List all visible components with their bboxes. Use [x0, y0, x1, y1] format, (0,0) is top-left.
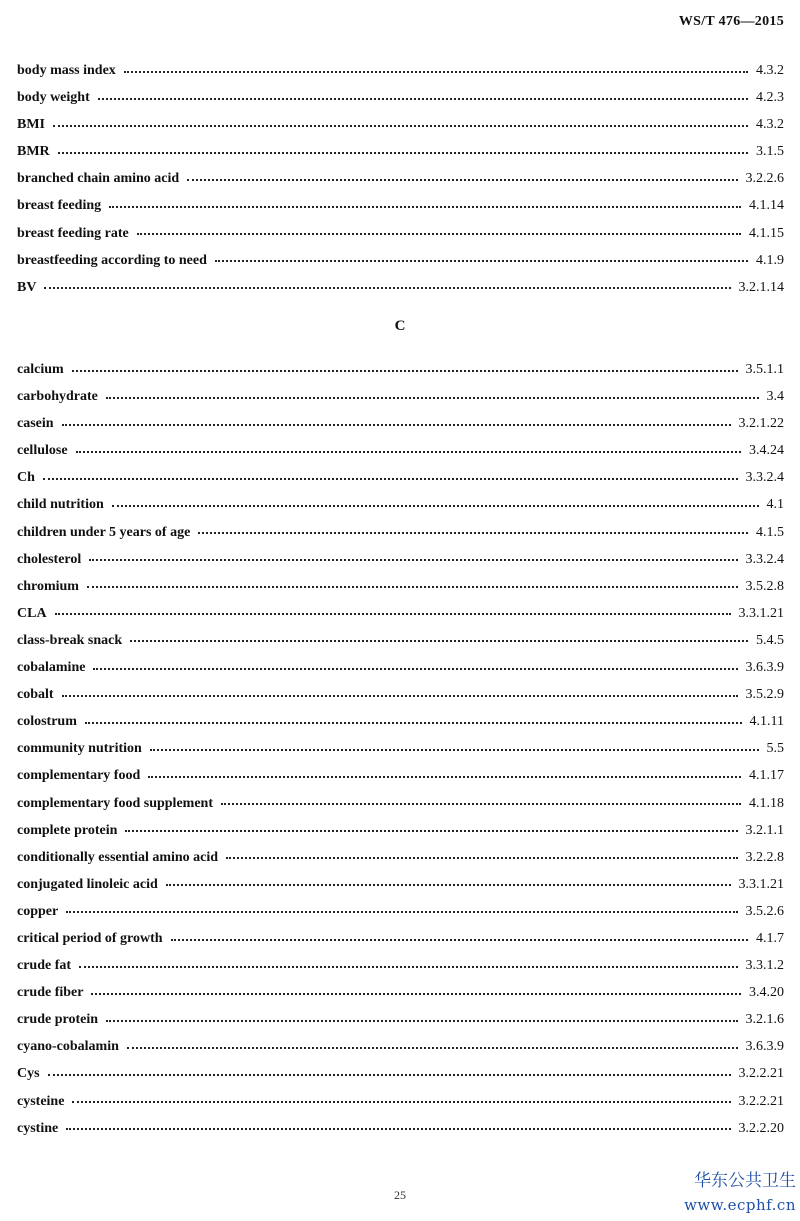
index-term: cobalt — [17, 687, 54, 703]
dot-leader — [89, 559, 737, 561]
index-entry — [17, 681, 784, 708]
clause-reference: 3.5.2.6 — [745, 903, 784, 919]
watermark-url[interactable]: www.ecphf.cn — [684, 1196, 796, 1214]
index-term: casein — [17, 416, 54, 432]
dot-leader — [53, 125, 748, 127]
index-entry — [17, 247, 784, 274]
clause-reference: 3.2.1.22 — [738, 416, 784, 432]
index-section-c — [17, 356, 784, 1142]
index-entry — [17, 898, 784, 925]
dot-leader — [125, 830, 737, 832]
clause-reference: 3.6.3.9 — [745, 660, 784, 676]
clause-reference: 3.4.24 — [749, 443, 784, 459]
index-entry — [17, 383, 784, 410]
dot-leader — [124, 71, 748, 73]
index-term: breast feeding rate — [17, 225, 129, 241]
clause-reference: 3.3.2.4 — [745, 470, 784, 486]
index-entry — [17, 192, 784, 219]
index-term: body mass index — [17, 63, 116, 78]
dot-leader — [93, 668, 737, 670]
index-entry — [17, 735, 784, 762]
clause-reference: 3.6.3.9 — [745, 1039, 784, 1055]
clause-reference: 4.1.9 — [756, 252, 784, 268]
index-term: crude fat — [17, 958, 72, 974]
clause-reference: 4.1.14 — [749, 198, 784, 214]
clause-reference: 4.1.7 — [756, 930, 784, 946]
index-term: cellulose — [17, 443, 68, 459]
index-term: branched chain amino acid — [17, 171, 180, 187]
index-term: critical period of growth — [17, 930, 163, 946]
index-entry — [17, 356, 784, 383]
dot-leader — [48, 1074, 731, 1076]
dot-leader — [198, 532, 748, 534]
clause-reference: 3.3.2.4 — [745, 551, 784, 567]
clause-reference: 3.2.2.6 — [745, 171, 784, 187]
clause-reference: 3.5.1.1 — [745, 362, 784, 377]
clause-reference: 4.2.3 — [756, 90, 784, 106]
index-term: children under 5 years of age — [17, 524, 191, 540]
index-entry — [17, 165, 784, 192]
clause-reference: 3.2.2.21 — [738, 1093, 784, 1109]
dot-leader — [215, 260, 748, 262]
index-term: carbohydrate — [17, 389, 98, 405]
clause-reference: 3.2.1.6 — [745, 1012, 784, 1028]
index-entry — [17, 979, 784, 1006]
index-entry — [17, 464, 784, 491]
index-entry — [17, 84, 784, 111]
index-entry — [17, 762, 784, 789]
clause-reference: 3.2.2.8 — [745, 849, 784, 865]
dot-leader — [221, 803, 741, 805]
clause-reference: 3.5.2.9 — [745, 687, 784, 703]
dot-leader — [226, 857, 737, 859]
index-entry — [17, 952, 784, 979]
dot-leader — [85, 722, 742, 724]
index-entry — [17, 790, 784, 817]
page-number: 25 — [394, 1188, 406, 1202]
dot-leader — [55, 613, 731, 615]
dot-leader — [130, 640, 748, 642]
clause-reference: 4.1.18 — [749, 795, 784, 811]
index-entry — [17, 573, 784, 600]
index-term: community nutrition — [17, 741, 142, 757]
dot-leader — [44, 287, 730, 289]
clause-reference: 3.3.1.21 — [738, 605, 784, 621]
index-term: CLA — [17, 605, 47, 621]
dot-leader — [79, 966, 737, 968]
clause-reference: 3.4 — [766, 389, 784, 405]
dot-leader — [148, 776, 741, 778]
index-entry — [17, 1033, 784, 1060]
index-entry — [17, 925, 784, 952]
index-entry — [17, 1088, 784, 1115]
clause-reference: 4.1 — [766, 497, 784, 513]
dot-leader — [87, 586, 738, 588]
index-entry — [17, 708, 784, 735]
watermark-title: 华东公共卫生 — [694, 1171, 796, 1191]
index-entry — [17, 491, 784, 518]
dot-leader — [76, 451, 741, 453]
dot-leader — [91, 993, 741, 995]
dot-leader — [137, 233, 741, 235]
index-term: calcium — [17, 362, 64, 377]
watermark — [684, 1169, 796, 1217]
index-entry — [17, 627, 784, 654]
index-entry — [17, 546, 784, 573]
dot-leader — [72, 370, 738, 372]
index-term: conjugated linoleic acid — [17, 876, 158, 892]
index-term: Ch — [17, 470, 35, 486]
clause-reference: 5.4.5 — [756, 632, 784, 648]
index-entry — [17, 57, 784, 84]
index-entry — [17, 519, 784, 546]
index-entry — [17, 410, 784, 437]
index-entry — [17, 1060, 784, 1087]
index-entry — [17, 274, 784, 301]
index-entry — [17, 871, 784, 898]
dot-leader — [150, 749, 759, 751]
index-term: crude fiber — [17, 985, 84, 1001]
index-entry — [17, 138, 784, 165]
clause-reference: 4.1.11 — [749, 714, 784, 730]
index-term: Cys — [17, 1066, 40, 1082]
index-term: copper — [17, 903, 59, 919]
clause-reference: 3.2.1.14 — [738, 279, 784, 295]
clause-reference: 5.5 — [766, 741, 784, 757]
clause-reference: 4.1.15 — [749, 225, 784, 241]
index-term: BMR — [17, 144, 50, 160]
index-term: class-break snack — [17, 632, 123, 648]
clause-reference: 3.2.2.21 — [738, 1066, 784, 1082]
index-term: chromium — [17, 578, 79, 594]
index-entry — [17, 220, 784, 247]
dot-leader — [166, 884, 731, 886]
dot-leader — [62, 424, 731, 426]
standard-code-header: WS/T 476—2015 — [678, 14, 784, 29]
index-term: BMI — [17, 117, 45, 133]
index-term: conditionally essential amino acid — [17, 849, 219, 865]
dot-leader — [58, 152, 748, 154]
index-entry — [17, 437, 784, 464]
index-term: child nutrition — [17, 497, 104, 513]
index-entry — [17, 1115, 784, 1142]
index-term: cobalamine — [17, 660, 86, 676]
index-term: colostrum — [17, 714, 77, 730]
index-term: BV — [17, 279, 37, 295]
index-term: cholesterol — [17, 551, 82, 567]
dot-leader — [66, 911, 737, 913]
dot-leader — [112, 505, 759, 507]
clause-reference: 3.4.20 — [749, 985, 784, 1001]
dot-leader — [106, 1020, 737, 1022]
clause-reference: 3.2.1.1 — [745, 822, 784, 838]
dot-leader — [62, 695, 738, 697]
index-section-b — [17, 57, 784, 301]
index-term: breast feeding — [17, 198, 102, 214]
index-term: complete protein — [17, 822, 118, 838]
index-term: cysteine — [17, 1093, 65, 1109]
index-entry — [17, 1006, 784, 1033]
index-entry — [17, 817, 784, 844]
index-term: body weight — [17, 90, 90, 106]
dot-leader — [98, 98, 748, 100]
index-term: cyano-cobalamin — [17, 1039, 119, 1055]
index-entry — [17, 600, 784, 627]
index-entry — [17, 654, 784, 681]
index-entry — [17, 844, 784, 871]
clause-reference: 3.3.1.21 — [738, 876, 784, 892]
index-term: complementary food supplement — [17, 795, 213, 811]
clause-reference: 3.3.1.2 — [745, 958, 784, 974]
dot-leader — [109, 206, 741, 208]
section-letter-heading: C — [394, 318, 406, 334]
clause-reference: 3.2.2.20 — [738, 1120, 784, 1136]
dot-leader — [72, 1101, 730, 1103]
clause-reference: 4.3.2 — [756, 63, 784, 78]
index-term: cystine — [17, 1120, 59, 1136]
clause-reference: 3.1.5 — [756, 144, 784, 160]
dot-leader — [127, 1047, 738, 1049]
clause-reference: 4.1.5 — [756, 524, 784, 540]
index-term: breastfeeding according to need — [17, 252, 207, 268]
dot-leader — [171, 939, 748, 941]
index-term: crude protein — [17, 1012, 99, 1028]
clause-reference: 4.3.2 — [756, 117, 784, 133]
index-entry — [17, 111, 784, 138]
clause-reference: 4.1.17 — [749, 768, 784, 784]
index-term: complementary food — [17, 768, 141, 784]
dot-leader — [66, 1128, 730, 1130]
dot-leader — [43, 478, 738, 480]
dot-leader — [187, 179, 737, 181]
clause-reference: 3.5.2.8 — [745, 578, 784, 594]
dot-leader — [106, 397, 759, 399]
